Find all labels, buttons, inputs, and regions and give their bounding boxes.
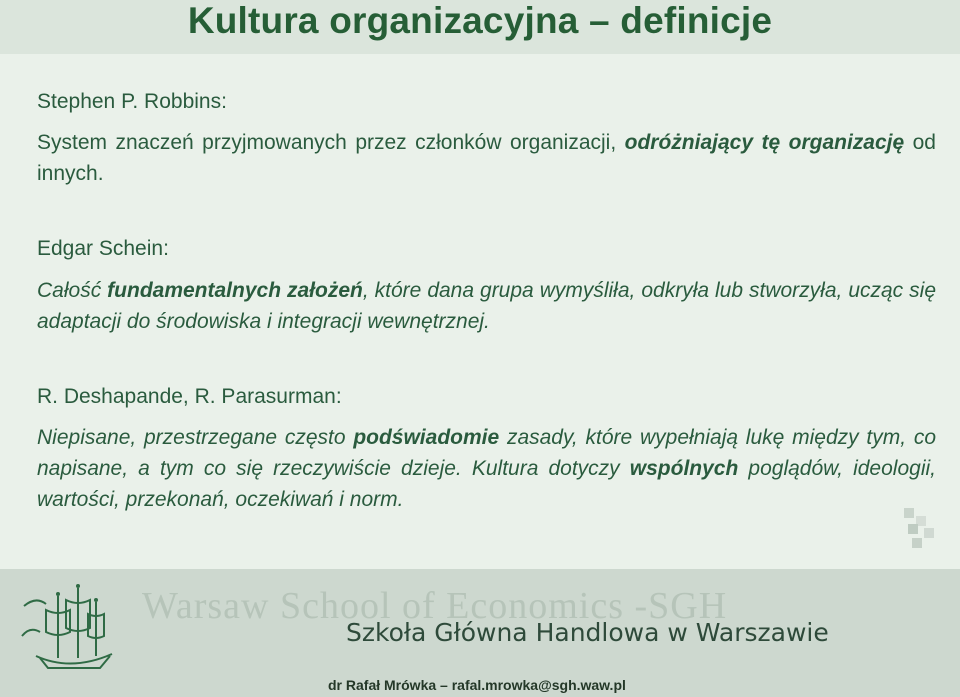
robbins-author: Stephen P. Robbins:: [37, 90, 227, 113]
deshapande-definition: [37, 422, 936, 515]
robbins-bold: odróżniający tę organizację: [624, 131, 905, 154]
deshapande-bold-2: wspólnych: [629, 457, 739, 480]
schein-text-1: Całość: [37, 279, 108, 302]
footer-contact: dr Rafał Mrówka – rafal.mrowka@sgh.waw.pl: [328, 677, 626, 693]
deshapande-text-2: zasady, które wypełniają lukę między tym, co napisane, a tym co się rzeczywiście dzieje. Kultura dotyczy: [37, 426, 937, 480]
footer-watermark: Warsaw School of Economics -SGH: [142, 585, 728, 627]
footer-school-name: Szkoła Główna Handlowa w Warszawie: [346, 618, 829, 647]
schein-bold: fundamentalnych założeń: [107, 279, 363, 302]
robbins-definition: [37, 127, 936, 189]
title-bar: [0, 0, 960, 54]
deshapande-text-3: poglądów, ideologii, wartości, przekonań, oczekiwań i norm.: [37, 457, 936, 511]
robbins-text-2: od innych.: [37, 131, 936, 185]
schein-text-2: , które dana grupa wymyśliła, odkryła lub stworzyła, ucząc się adaptacji do środowiska i integracji wewnętrznej.: [37, 279, 937, 333]
deshapande-author: R. Deshapande, R. Parasurman:: [37, 385, 342, 408]
slide-title: Kultura organizacyjna – definicje: [187, 0, 773, 41]
squares-decoration-icon: [904, 508, 938, 550]
robbins-text-1: System znaczeń przyjmowanych przez członków organizacji,: [37, 131, 625, 154]
deshapande-bold-1: podświadomie: [353, 426, 500, 449]
schein-definition: [37, 275, 936, 337]
deshapande-text-1: Niepisane, przestrzegane często: [37, 426, 354, 449]
sgh-ship-logo-icon: [16, 576, 126, 686]
schein-author: Edgar Schein:: [37, 237, 169, 260]
